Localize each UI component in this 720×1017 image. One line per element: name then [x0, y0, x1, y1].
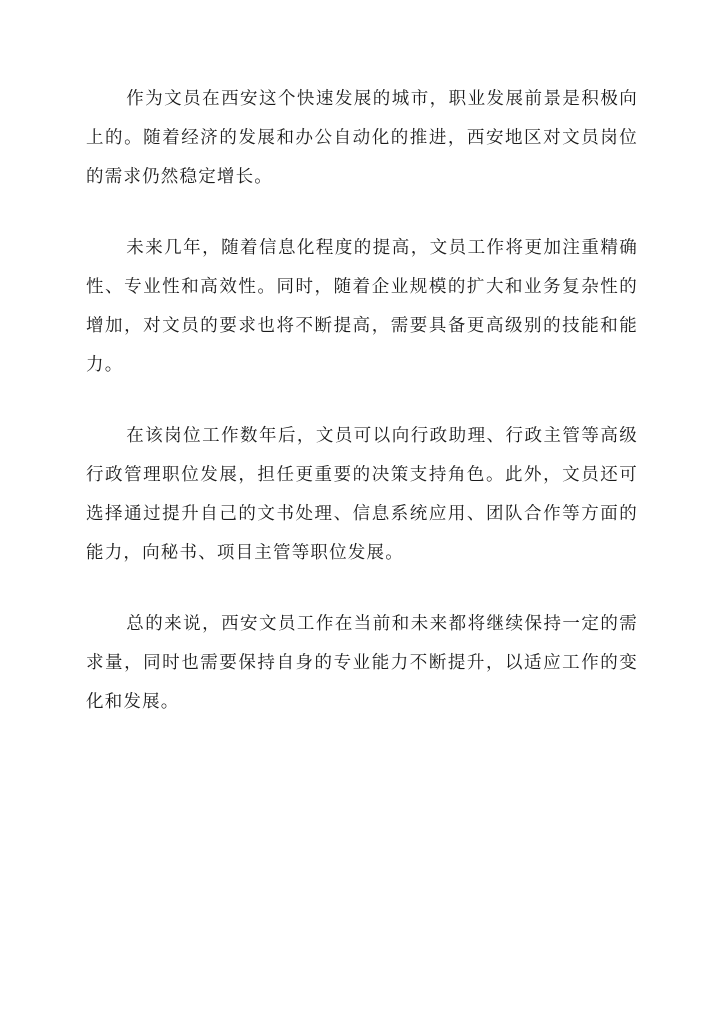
paragraph-promotion-path: 在该岗位工作数年后，文员可以向行政助理、行政主管等高级行政管理职位发展，担任更重要的决策支持角色。此外，文员还可选择通过提升自己的文书处理、信息系统应用、团队合作等方面的能力，向秘书、项目主管等职位发展。 — [86, 426, 638, 563]
paragraph-career-prospects: 作为文员在西安这个快速发展的城市，职业发展前景是积极向上的。随着经济的发展和办公自动化的推进，西安地区对文员岗位的需求仍然稳定增长。 — [86, 89, 638, 187]
paragraph-conclusion: 总的来说，西安文员工作在当前和未来都将继续保持一定的需求量，同时也需要保持自身的专业能力不断提升，以适应工作的变化和发展。 — [86, 614, 638, 712]
document-page — [86, 80, 638, 754]
paragraph-future-trends: 未来几年，随着信息化程度的提高，文员工作将更加注重精确性、专业性和高效性。同时，随着企业规模的扩大和业务复杂性的增加，对文员的要求也将不断提高，需要具备更高级别的技能和能力。 — [86, 238, 638, 375]
